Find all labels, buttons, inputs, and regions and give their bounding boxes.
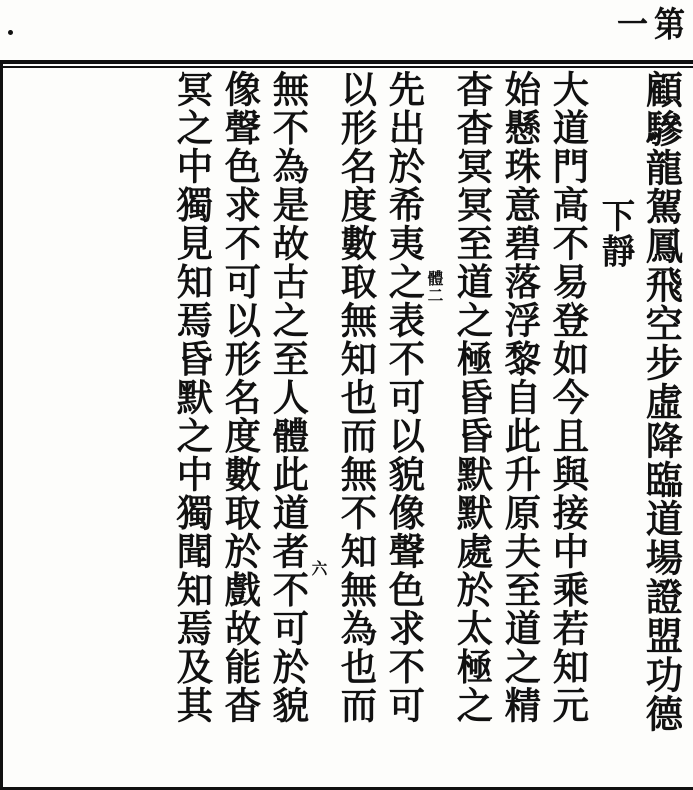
left-border-rule [0, 60, 3, 790]
text-column-12: 冥之中獨見知焉昏默之中獨聞知焉及其 [170, 70, 214, 725]
text-column-3: 大道門高不易登如今且與接中乘若知元 [546, 70, 590, 725]
top-rule-secondary [0, 66, 693, 68]
text-column-4: 始懸珠意碧落浮黎自此升原夫至道之精 [498, 70, 542, 725]
text-column-5: 杳杳冥冥至道之極昏昏默默處於太極之 [450, 70, 494, 725]
page-number-char-2: 第 [648, 6, 684, 41]
page-number [611, 6, 684, 41]
text-column-9-note: 六 [309, 560, 328, 577]
text-column-10: 無不為是故古之至人體此道者不可於貌 [266, 70, 310, 725]
page-header [0, 0, 693, 62]
text-column-2-heading: 下靜 [595, 198, 635, 269]
text-column-8: 以形名度數取無知也而無不知無為也而 [334, 70, 378, 725]
text-column-1: 顧驂龍駕鳳飛空步虛降臨道場證盟功德 [639, 70, 684, 733]
text-column-6-note: 體二 [425, 270, 444, 304]
text-column-11: 像聲色求不可以形名度數取於戲故能杳 [218, 70, 262, 725]
corner-dot-icon [8, 30, 13, 35]
top-rule [0, 60, 693, 64]
vertical-text-block [6, 70, 687, 782]
page-number-char-1: 一 [611, 6, 647, 41]
text-column-7: 先出於希夷之表不可以貌像聲色求不可 [382, 70, 426, 725]
